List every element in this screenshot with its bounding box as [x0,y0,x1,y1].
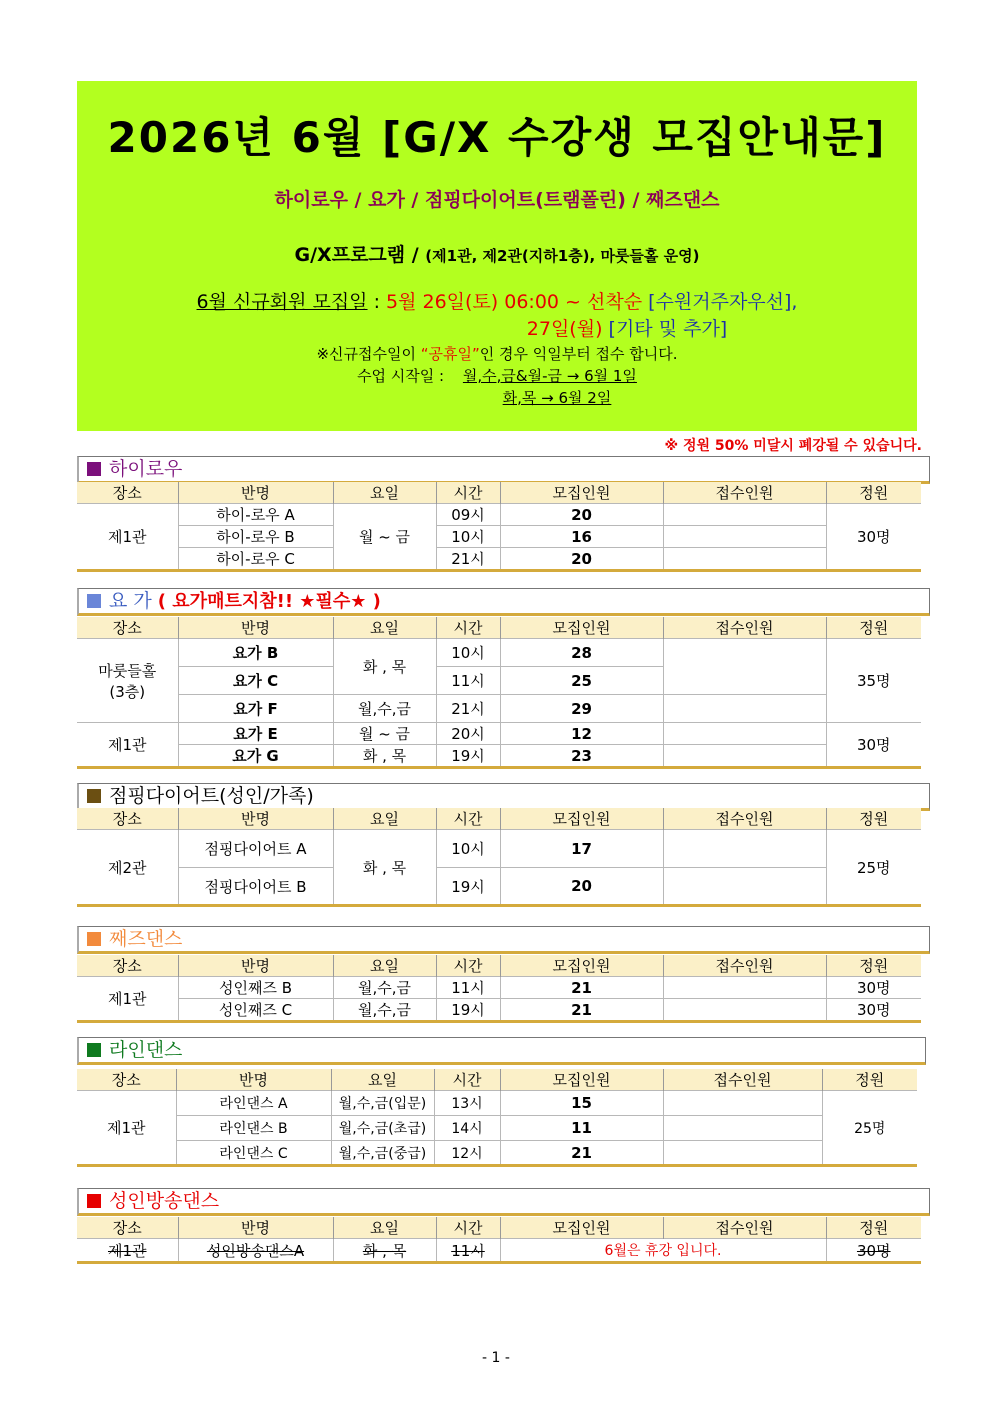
class-cell: 하이-로우 B [178,526,333,548]
recruit-cell: 25 [500,667,663,695]
recruit-label: 6월 신규회원 모집일 [196,291,368,313]
yoga-table [77,617,921,769]
class-cell: 하이-로우 C [178,548,333,571]
col-applied: 접수인원 [663,808,826,830]
place-cell: 제2관 [77,830,178,906]
recruit-cell: 17 [500,830,663,868]
banner [77,81,917,431]
day-cell: 월,수,금(중급) [331,1141,434,1166]
time-cell: 21시 [436,548,500,571]
col-capacity: 정원 [822,1069,917,1091]
time-cell: 21시 [436,695,500,723]
col-applied: 접수인원 [663,1217,826,1239]
class-cell: 점핑다이어트 B [178,868,333,906]
square-bullet-icon [87,594,101,608]
day-cell: 월,수,금 [333,695,436,723]
place-cell [77,639,178,723]
applied-cell [663,695,826,723]
recruit-cell: 28 [500,639,663,667]
closed-notice-cell: 6월은 휴강 입니다. [500,1239,826,1263]
recruit-cell: 15 [500,1091,663,1116]
col-place: 장소 [77,808,178,830]
program-list: 하이로우 / 요가 / 점핑다이어트(트램폴린) / 째즈댄스 [274,189,720,211]
col-capacity: 정원 [826,1217,921,1239]
time-cell: 09시 [436,504,500,526]
capacity-cell: 30명 [826,504,921,571]
capacity-cell: 30명 [826,977,921,999]
time-cell: 14시 [434,1116,500,1141]
time-cell: 19시 [436,745,500,768]
table-header-row [77,955,921,977]
gx-label: G/X프로그램 / [294,244,419,266]
col-capacity: 정원 [826,955,921,977]
time-cell: 12시 [434,1141,500,1166]
col-day: 요일 [333,1217,436,1239]
day-cell: 월 ~ 금 [333,723,436,745]
recruit-cell: 20 [500,504,663,526]
col-day: 요일 [333,617,436,639]
col-applied: 접수인원 [663,1069,822,1091]
class-cell: 요가 G [178,745,333,768]
time-cell: 13시 [434,1091,500,1116]
col-applied: 접수인원 [663,482,826,504]
table-header-row [77,617,921,639]
applied-cell [663,1116,822,1141]
recruit-cell: 21 [500,1141,663,1166]
col-class: 반명 [178,955,333,977]
day-cell: 화 , 목 [333,830,436,906]
page-title: 2026년 6월 [G/X 수강생 모집안내문] [107,113,887,162]
recruit-date-2: 27일(월) [526,318,603,340]
start-date-2: 화,목 → 6월 2일 [502,389,612,407]
col-capacity: 정원 [826,482,921,504]
table-row [77,999,921,1022]
col-recruit: 모집인원 [500,955,663,977]
col-time: 시간 [434,1069,500,1091]
capacity-cell: 25명 [822,1091,917,1166]
class-cell: 요가 C [178,667,333,695]
time-cell: 20시 [436,723,500,745]
place-floor: (3층) [109,682,146,701]
recruit-cell: 21 [500,999,663,1022]
time-cell: 10시 [436,526,500,548]
applied-cell [663,526,826,548]
table-header-row [77,1069,917,1091]
section-yoga-header [77,588,930,616]
class-cell: 성인방송댄스A [178,1239,333,1263]
col-day: 요일 [333,482,436,504]
holiday-note [77,343,917,365]
class-cell: 라인댄스 C [176,1141,331,1166]
col-recruit: 모집인원 [500,482,663,504]
col-recruit: 모집인원 [500,808,663,830]
day-cell: 화 , 목 [333,1239,436,1263]
capacity-cell: 30명 [826,999,921,1022]
class-cell: 라인댄스 B [176,1116,331,1141]
applied-cell [663,723,826,745]
col-place: 장소 [77,1069,176,1091]
square-bullet-icon [87,789,101,803]
place-cell: 제1관 [77,504,178,571]
class-cell: 요가 E [178,723,333,745]
col-place: 장소 [77,482,178,504]
table-row [77,977,921,999]
section-title-extra: ( 요가매트지참!! ★필수★ ) [157,591,381,612]
capacity-cell: 25명 [826,830,921,906]
applied-cell [663,977,826,999]
start-line [77,365,917,409]
section-hilow-header [77,456,930,484]
square-bullet-icon [87,1194,101,1208]
jazz-table [77,955,921,1023]
col-place: 장소 [77,1217,178,1239]
day-cell: 월,수,금(입문) [331,1091,434,1116]
jumping-table [77,808,921,907]
recruit-note-1: [수원거주자우선], [648,291,798,313]
col-class: 반명 [178,482,333,504]
section-title: 요 가 [109,590,152,612]
applied-cell [663,1141,822,1166]
time-cell: 11시 [436,977,500,999]
col-time: 시간 [436,617,500,639]
class-cell: 라인댄스 A [176,1091,331,1116]
recruit-cell: 20 [500,548,663,571]
col-time: 시간 [436,482,500,504]
recruit-date-1: 5월 26일(토) 06:00 ~ 선착순 [386,291,643,313]
square-bullet-icon [87,1043,101,1057]
class-cell: 성인째즈 B [178,977,333,999]
col-class: 반명 [178,1217,333,1239]
applied-cell [663,548,826,571]
applied-cell [663,830,826,868]
start-date-1: 월,수,금&월-금 → 6월 1일 [462,367,637,385]
applied-cell [663,868,826,906]
table-row [77,868,921,906]
recruit-cell: 20 [500,868,663,906]
start-label: 수업 시작일 : [357,367,445,385]
class-cell: 요가 B [178,639,333,667]
place-cell: 제1관 [77,723,178,768]
section-jazz-header [77,926,930,954]
col-capacity: 정원 [826,808,921,830]
day-cell: 월,수,금 [333,999,436,1022]
place-cell: 제1관 [77,977,178,1022]
holiday-word: “공휴일” [420,345,480,363]
square-bullet-icon [87,932,101,946]
table-header-row [77,808,921,830]
cancel-notice: ※ 정원 50% 미달시 폐강될 수 있습니다. [664,438,922,454]
recruit-colon: : [367,291,387,313]
col-class: 반명 [178,617,333,639]
col-day: 요일 [333,955,436,977]
line-table [77,1069,917,1167]
capacity-cell: 30명 [826,723,921,768]
recruit-cell: 29 [500,695,663,723]
holiday-pre: ※신규접수일이 [316,345,421,363]
page-number: - 1 - [482,1350,510,1366]
table-row [77,1091,917,1116]
place-cell: 제1관 [77,1091,176,1166]
day-cell: 화 , 목 [333,639,436,695]
section-title: 하이로우 [109,458,183,480]
col-applied: 접수인원 [663,617,826,639]
section-broadcast-header [77,1188,930,1216]
table-row [77,1116,917,1141]
table-row [77,1239,921,1263]
col-time: 시간 [436,808,500,830]
square-bullet-icon [87,462,101,476]
section-title: 점핑다이어트(성인/가족) [109,785,314,807]
table-row [77,1141,917,1166]
col-class: 반명 [178,808,333,830]
class-cell: 성인째즈 C [178,999,333,1022]
day-cell: 월,수,금(초급) [331,1116,434,1141]
time-cell: 10시 [436,639,500,667]
applied-cell [663,504,826,526]
table-row [77,504,921,526]
col-day: 요일 [331,1069,434,1091]
holiday-post: 인 경우 익일부터 접수 합니다. [479,345,678,363]
broadcast-table [77,1217,921,1264]
applied-cell [663,1091,822,1116]
applied-cell [663,639,826,695]
table-row [77,723,921,745]
table-row [77,639,921,667]
place-name: 마룻들홀 [98,661,157,680]
hilow-table [77,482,921,572]
gx-program-line [77,240,917,267]
col-place: 장소 [77,955,178,977]
time-cell: 10시 [436,830,500,868]
capacity-cell: 30명 [826,1239,921,1263]
col-time: 시간 [436,1217,500,1239]
capacity-cell: 35명 [826,639,921,723]
table-header-row [77,1217,921,1239]
class-cell: 요가 F [178,695,333,723]
applied-cell [663,999,826,1022]
section-title: 째즈댄스 [109,928,183,950]
col-capacity: 정원 [826,617,921,639]
col-place: 장소 [77,617,178,639]
table-row [77,745,921,768]
section-line-header [77,1037,926,1065]
recruit-cell: 11 [500,1116,663,1141]
recruit-cell: 21 [500,977,663,999]
recruit-line [77,289,917,343]
section-title: 성인방송댄스 [109,1190,220,1212]
col-time: 시간 [436,955,500,977]
recruit-cell: 23 [500,745,663,768]
time-cell: 19시 [436,868,500,906]
recruit-cell: 12 [500,723,663,745]
recruit-note-2: [기타 및 추가] [608,318,728,340]
gx-sites: (제1관, 제2관(지하1층), 마룻들홀 운영) [425,247,700,265]
day-cell: 월 ~ 금 [333,504,436,571]
time-cell: 19시 [436,999,500,1022]
class-cell: 하이-로우 A [178,504,333,526]
table-row [77,526,921,548]
table-row [77,695,921,723]
place-cell: 제1관 [77,1239,178,1263]
col-recruit: 모집인원 [500,617,663,639]
table-header-row [77,482,921,504]
section-title: 라인댄스 [109,1039,183,1061]
col-recruit: 모집인원 [500,1217,663,1239]
table-row [77,830,921,868]
col-day: 요일 [333,808,436,830]
recruit-cell: 16 [500,526,663,548]
section-jumping-header [77,783,930,811]
col-class: 반명 [176,1069,331,1091]
day-cell: 월,수,금 [333,977,436,999]
day-cell: 화 , 목 [333,745,436,768]
table-row [77,548,921,571]
time-cell: 11시 [436,1239,500,1263]
applied-cell [663,745,826,768]
time-cell: 11시 [436,667,500,695]
class-cell: 점핑다이어트 A [178,830,333,868]
col-recruit: 모집인원 [500,1069,663,1091]
col-applied: 접수인원 [663,955,826,977]
